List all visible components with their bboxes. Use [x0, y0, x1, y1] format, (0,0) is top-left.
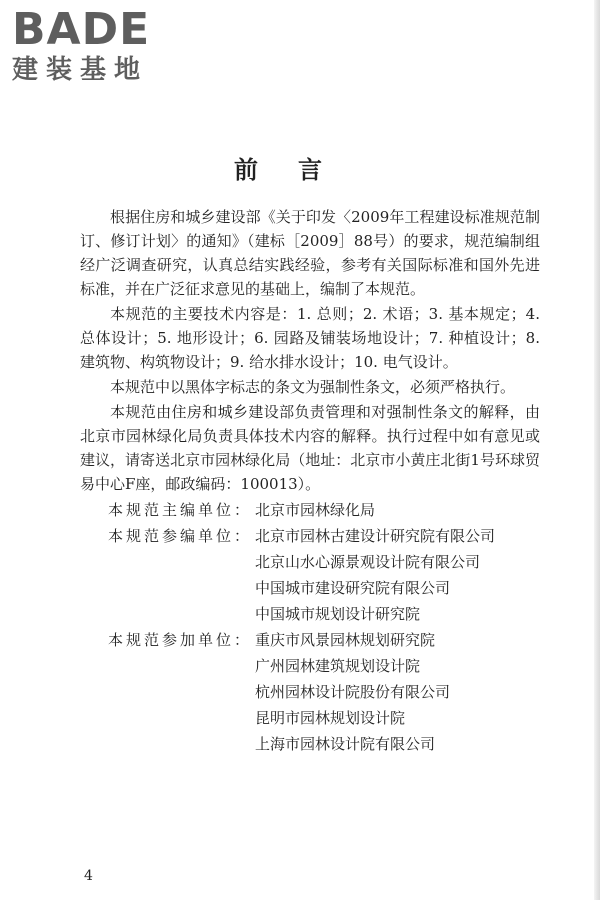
paragraph-contents: 本规范的主要技术内容是：1. 总则；2. 术语；3. 基本规定；4. 总体设计；5. 地形设计；6. 园路及铺装场地设计；7. 种植设计；8. 建筑物、构筑物设计；9. 给水排水设计；10. 电气设计。 [80, 305, 540, 371]
unit-name: 北京山水心源景观设计院有限公司 [255, 553, 481, 571]
chief-unit-label: 本规范主编单位： [108, 501, 253, 519]
co-editor-unit-list [255, 523, 540, 627]
page-edge [594, 0, 600, 900]
logo-title: BADE [12, 4, 151, 55]
page-number: 4 [84, 868, 93, 884]
unit-name: 昆明市园林规划设计院 [255, 709, 406, 727]
unit-name: 重庆市风景园林规划研究院 [255, 631, 436, 649]
co-editor-unit-row [80, 523, 540, 627]
compiling-units [80, 497, 540, 757]
paragraph-management: 本规范由住房和城乡建设部负责管理和对强制性条文的解释，由北京市园林绿化局负责具体技术内容的解释。执行过程中如有意见或建议，请寄送北京市园林绿化局（地址：北京市小黄庄北街1号环球贸易中心F座，邮政编码：100013）。 [80, 403, 540, 493]
unit-name: 广州园林建筑规划设计院 [255, 657, 421, 675]
preface-body [80, 205, 540, 757]
unit-name: 中国城市规划设计研究院 [255, 605, 421, 623]
chief-unit-row [80, 497, 540, 523]
page-title: 前言 [234, 155, 362, 184]
paragraph-basis: 根据住房和城乡建设部《关于印发〈2009年工程建设标准规范制订、修订计划〉的通知》（建标［2009］88号）的要求，规范编制组经广泛调查研究，认真总结实践经验，参考有关国际标准和国外先进标准，并在广泛征求意见的基础上，编制了本规范。 [80, 208, 540, 298]
paragraph-mandatory: 本规范中以黑体字标志的条文为强制性条文，必须严格执行。 [110, 378, 516, 396]
unit-name: 中国城市建设研究院有限公司 [255, 579, 451, 597]
bade-logo [12, 4, 172, 86]
participant-unit-row [80, 627, 540, 757]
unit-name: 北京市园林古建设计研究院有限公司 [255, 527, 496, 545]
chief-unit-list [255, 497, 540, 523]
logo-subtitle: 建装基地 [12, 55, 149, 85]
participant-unit-list [255, 627, 540, 757]
unit-name: 北京市园林绿化局 [255, 501, 376, 519]
participant-unit-label: 本规范参加单位： [108, 631, 253, 649]
unit-name: 杭州园林设计院股份有限公司 [255, 683, 451, 701]
co-editor-unit-label: 本规范参编单位： [108, 527, 253, 545]
unit-name: 上海市园林设计院有限公司 [255, 735, 436, 753]
